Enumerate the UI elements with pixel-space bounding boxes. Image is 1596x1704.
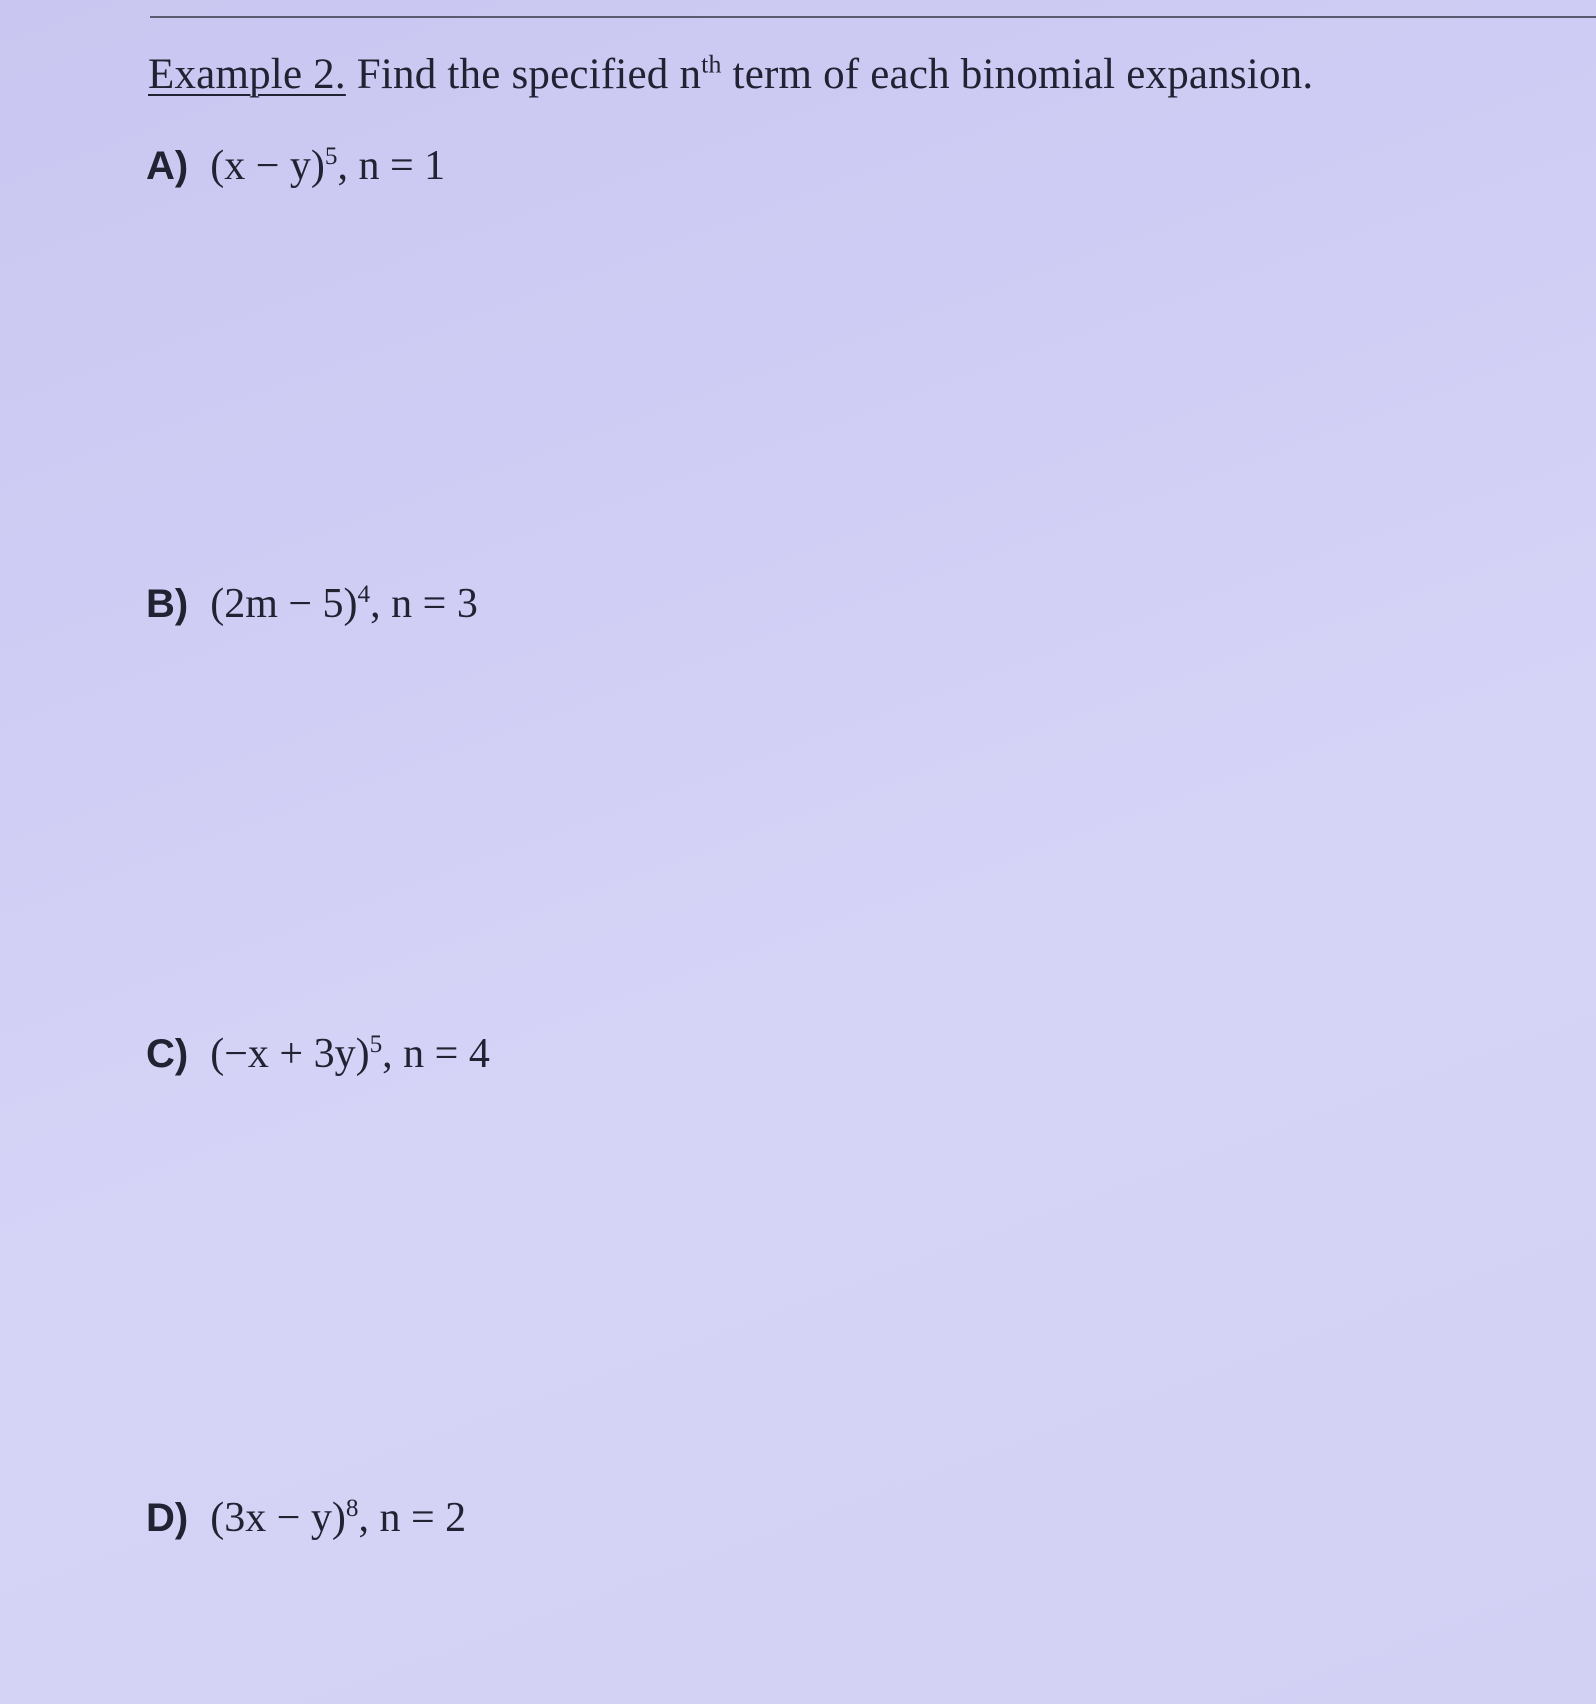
problem-condition: , n = 3 bbox=[370, 581, 478, 627]
problem-base: (−x + 3y) bbox=[210, 1031, 370, 1077]
problem-d bbox=[146, 1494, 466, 1542]
heading-text-before: Find the specified n bbox=[345, 51, 702, 98]
problem-base: (2m − 5) bbox=[210, 581, 358, 627]
top-rule bbox=[150, 0, 1596, 18]
problem-b bbox=[146, 580, 478, 628]
problem-base: (x − y) bbox=[210, 143, 325, 189]
problem-condition: , n = 1 bbox=[337, 143, 446, 189]
problem-base: (3x − y) bbox=[210, 1495, 346, 1541]
problem-letter: A) bbox=[146, 144, 189, 188]
problem-a bbox=[146, 142, 445, 190]
problem-condition: , n = 4 bbox=[382, 1031, 490, 1077]
problem-exponent: 8 bbox=[345, 1495, 359, 1522]
example-label: Example 2. bbox=[148, 51, 346, 98]
problem-letter: B) bbox=[146, 582, 189, 626]
heading-text-after: term of each binomial expansion. bbox=[721, 51, 1314, 98]
heading-superscript: th bbox=[701, 49, 722, 79]
problem-exponent: 5 bbox=[369, 1031, 383, 1058]
problem-condition: , n = 2 bbox=[358, 1495, 467, 1541]
problem-letter: C) bbox=[146, 1032, 189, 1076]
problem-exponent: 4 bbox=[357, 581, 371, 608]
problem-c bbox=[146, 1030, 490, 1078]
problem-letter: D) bbox=[146, 1496, 189, 1540]
example-heading bbox=[148, 50, 1313, 99]
problem-exponent: 5 bbox=[324, 143, 338, 170]
